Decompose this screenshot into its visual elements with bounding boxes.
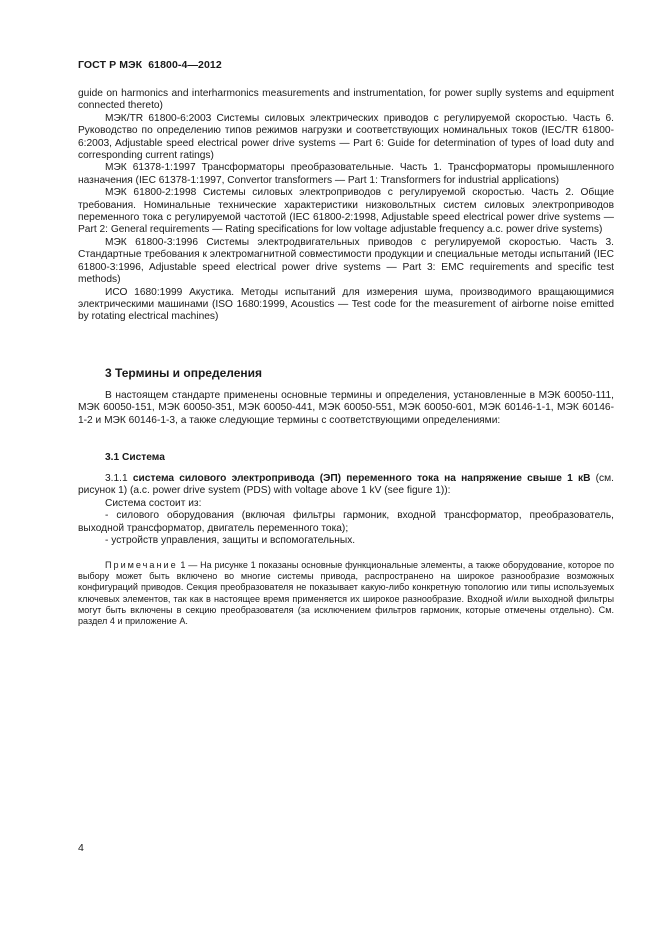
reference-paragraph: МЭК/TR 61800-6:2003 Системы силовых электрических приводов с регулируемой скоростью. Часть 6. Руководство по определению типов режимов нагрузки и соответствующих номинальных токов (IEC/TR 61800-6:2003, Adjustable speed electrical power drive systems — Part 6: Guide for determination of types of load duty and corresponding current ratings) — [78, 112, 614, 162]
document-header: ГОСТ Р МЭК 61800-4—2012 — [78, 59, 222, 71]
note-label: Примечание — [105, 560, 178, 570]
consists-text: Система состоит из: — [105, 497, 202, 509]
term-paragraph — [78, 473, 614, 498]
note-block — [78, 560, 614, 627]
note-paragraph — [78, 560, 614, 627]
page-number: 4 — [78, 842, 84, 854]
section-title: 3 Термины и определения — [105, 366, 263, 380]
reference-paragraph: МЭК 61800-3:1996 Системы электродвигательных приводов с регулируемой скоростью. Часть 3. Стандартные требования к электромагнитной совместимости продукции и специальные методы испытаний (IEC 61800-3:1996, Adjustable speed electrical power drive systems — Part 3: EMC requirements and specific test methods) — [78, 236, 614, 286]
intro-paragraph: В настоящем стандарте применены основные термины и определения, установленные в МЭК 60050-111, МЭК 60050-151, МЭК 60050-351, МЭК 60050-441, МЭК 60050-551, МЭК 60050-601, МЭК 60146-1-1, МЭК 60146-1-2 и МЭК 60146-1-3, а также следующие термины с соответствующими определениями: — [78, 390, 614, 426]
reference-paragraph: guide on harmonics and interharmonics measurements and instrumentation, for power suplly systems and equipment connected thereto) — [78, 88, 614, 112]
section-intro — [78, 390, 614, 427]
normative-references — [78, 88, 614, 324]
reference-paragraph: ИСО 1680:1999 Акустика. Методы испытаний для измерения шума, производимого вращающимися электрическими машинами (ISO 1680:1999, Acoustics — Test code for the measurement of airborne noise emitted by rotating electrical machines) — [78, 286, 614, 323]
term-name: система силового электропривода (ЭП) переменного тока на напряжение свыше 1 кВ — [132, 473, 591, 484]
reference-paragraph: МЭК 61378-1:1997 Трансформаторы преобразовательные. Часть 1. Трансформаторы промышленного назначения (IEC 61378-1:1997, Convertor transformers — Part 1: Transformers for industrial applications) — [78, 162, 614, 186]
subsection-title: 3.1 Система — [105, 452, 165, 463]
term-definition — [78, 473, 614, 547]
term-description: (см. рисунок 1) (a.c. power drive system (PDS) with voltage above 1 kV (see figure 1)): — [78, 473, 614, 497]
reference-paragraph: МЭК 61800-2:1998 Системы силовых электроприводов с регулируемой скоростью. Часть 2. Общие требования. Номинальные технические характеристики низковольтных систем силовых электроприводов переменного тока с регулируемой частотой (IEC 61800-2:1998, Adjustable speed electrical power drive systems — Part 2: General requirements — Rating specifications for low voltage adjustable frequency a.c. power drive systems) — [78, 187, 614, 236]
list-item: - силового оборудования (включая фильтры гармоник, входной трансформатор, преобразователь, выходной трансформатор, двигатель переменного тока); — [78, 510, 614, 534]
term-number: 3.1.1 — [105, 473, 133, 484]
note-text: 1 — На рисунке 1 показаны основные функциональные элементы, а также оборудование, которое по выбору может быть включено во многие системы привода, распространено на широкое разнообразие возможных конфигураций приводов. Секция преобразователя не показывает какую-либо конкретную топологию или типы используемых ключевых элементов, так как в настоящее время применяется их широкое разнообразие. Входной и/или выходной фильтры могут быть включены в секцию преобразователя (за исключением фильтров гармоник, которые отмечены отдельно). См. раздел 4 и приложение А. — [78, 560, 614, 627]
list-item: - устройств управления, защиты и вспомогательных. — [105, 535, 356, 547]
